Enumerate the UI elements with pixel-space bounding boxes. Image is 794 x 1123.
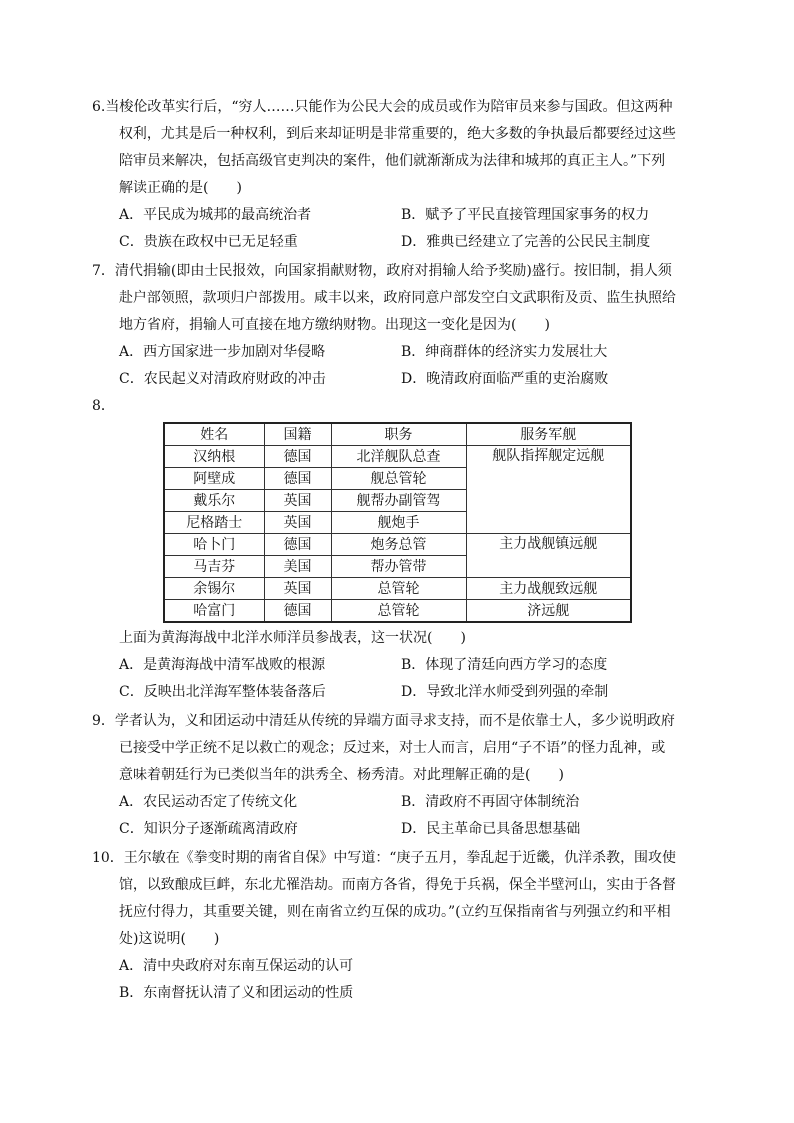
cell-name: 哈富门 [164,600,264,623]
cell-nationality: 英国 [264,512,331,534]
q10-option-a: A．清中央政府对东南互保运动的认可 [119,958,354,974]
cell-ship: 主力战舰致远舰 [466,578,631,600]
cell-ship: 济远舰 [466,600,631,623]
cell-nationality: 英国 [264,578,331,600]
cell-position: 舰帮办副管驾 [331,490,466,512]
cell-name: 尼格踏士 [164,512,264,534]
cell-position: 总管轮 [331,600,466,623]
table-row [164,534,631,556]
cell-position: 帮办管带 [331,556,466,578]
cell-nationality: 英国 [264,490,331,512]
q8-option-d: D．导致北洋水师受到列强的牵制 [401,684,609,700]
q8-option-a: A．是黄海海战中清军战败的根源 [119,657,326,673]
cell-name: 汉纳根 [164,446,264,468]
q6-option-a: A．平民成为城邦的最高统治者 [119,207,312,223]
q10-line-2: 馆，以致酿成巨衅，东北尤罹浩劫。而南方各省，得免于兵祸，保全半壁河山，实由于各督 [119,877,676,893]
table-header-ship: 服务军舰 [466,423,631,446]
q7-line-1: 7．清代捐输(即由士民报效，向国家捐献财物，政府对捐输人给予奖励)盛行。按旧制，捐人须 [92,263,672,279]
cell-nationality: 德国 [264,468,331,490]
q6-line-4: 解读正确的是( ) [119,180,242,196]
cell-name: 阿壁成 [164,468,264,490]
q7-option-b: B．绅商群体的经济实力发展壮大 [401,344,608,360]
table-header-row [164,423,631,446]
q9-option-b: B．清政府不再固守体制统治 [401,794,580,810]
q8-number: 8． [92,398,115,414]
cell-name: 马吉芬 [164,556,264,578]
cell-name: 余锡尔 [164,578,264,600]
q8-option-c: C．反映出北洋海军整体装备落后 [119,684,326,700]
q10-option-b: B．东南督抚认清了义和团运动的性质 [119,985,354,1001]
q6-line-1: 6.当梭伦改革实行后，“穷人……只能作为公民大会的成员或作为陪审员来参与国政。但这两种 [92,99,673,115]
table-header-position: 职务 [331,423,466,446]
cell-ship: 主力战舰镇远舰 [466,534,631,578]
cell-position: 北洋舰队总查 [331,446,466,468]
q9-option-a: A．农民运动否定了传统文化 [119,794,298,810]
q9-option-c: C．知识分子逐渐疏离清政府 [119,821,298,837]
q7-option-c: C．农民起义对清政府财政的冲击 [119,371,326,387]
cell-ship: 舰队指挥舰定远舰 [466,446,631,534]
cell-nationality: 德国 [264,446,331,468]
cell-position: 炮务总管 [331,534,466,556]
q6-option-b: B．赋予了平民直接管理国家事务的权力 [401,207,650,223]
table-header-nationality: 国籍 [264,423,331,446]
table-row [164,446,631,468]
q6-line-3: 陪审员来解决，包括高级官吏判决的案件，他们就渐渐成为法律和城邦的真正主人。”下列 [119,153,666,169]
cell-name: 戴乐尔 [164,490,264,512]
q8-option-b: B．体现了清廷向西方学习的态度 [401,657,608,673]
q7-line-2: 赴户部领照，款项归户部拨用。咸丰以来，政府同意户部发空白文武职衔及贡、监生执照给 [119,290,676,306]
q6-option-d: D．雅典已经建立了完善的公民民主制度 [401,234,651,250]
cell-position: 总管轮 [331,578,466,600]
q7-option-a: A．西方国家进一步加剧对华侵略 [119,344,326,360]
q7-line-3: 地方省府，捐输人可直接在地方缴纳财物。出现这一变化是因为( ) [119,317,550,333]
table-row [164,600,631,623]
cell-position: 舰炮手 [331,512,466,534]
q6-option-c: C．贵族在政权中已无足轻重 [119,234,298,250]
table-header-name: 姓名 [164,423,264,446]
q9-line-3: 意味着朝廷行为已类似当年的洪秀全、杨秀清。对此理解正确的是( ) [119,767,564,783]
cell-nationality: 美国 [264,556,331,578]
q7-option-d: D．晚清政府面临严重的吏治腐败 [401,371,609,387]
q8-stem: 上面为黄海海战中北洋水师洋员参战表，这一状况( ) [119,630,466,646]
cell-name: 哈卜门 [164,534,264,556]
personnel-table [163,422,632,623]
cell-nationality: 德国 [264,534,331,556]
q6-line-2: 权利，尤其是后一种权利，到后来却证明是非常重要的，绝大多数的争执最后都要经过这些 [119,126,676,142]
q10-line-3: 抚应付得力，其重要关键，则在南省立约互保的成功。”(立约互保指南省与列强立约和平相 [119,904,671,920]
q9-line-1: 9．学者认为，义和团运动中清廷从传统的异端方面寻求支持，而不是依靠士人，多少说明政府 [92,713,675,729]
q9-line-2: 已接受中学正统不足以救亡的观念；反过来，对士人而言，启用“子不语”的怪力乱神，或 [119,740,666,756]
q10-line-1: 10．王尔敏在《拳变时期的南省自保》中写道：“庚子五月，拳乱起于近畿，仇洋杀教，围攻使 [92,850,676,866]
cell-position: 舰总管轮 [331,468,466,490]
cell-nationality: 德国 [264,600,331,623]
table-row [164,578,631,600]
q10-line-4: 处)这说明( ) [119,931,220,947]
q9-option-d: D．民主革命已具备思想基础 [401,821,581,837]
